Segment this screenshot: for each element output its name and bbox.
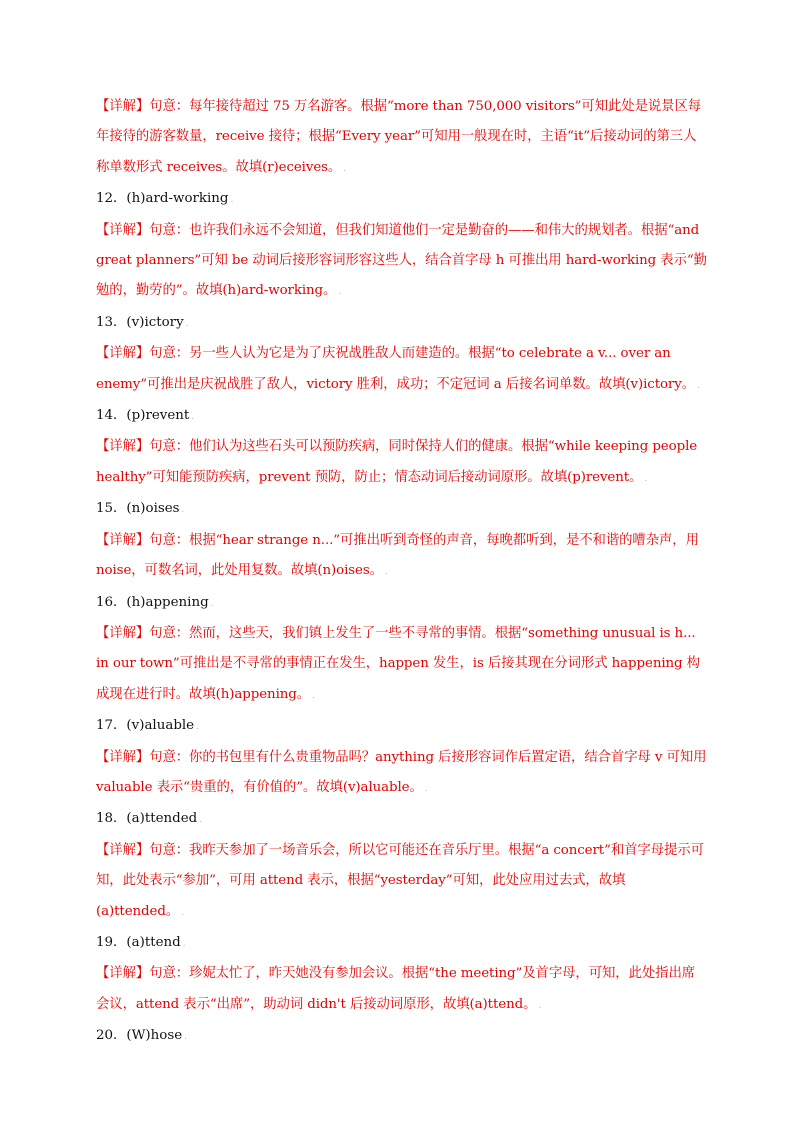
answer-line — [96, 184, 708, 215]
explanation-tag: 【详解】 — [96, 439, 150, 455]
answer-line — [96, 1021, 708, 1052]
paragraph-mark: . — [199, 815, 203, 826]
paragraph-mark: . — [384, 567, 388, 578]
explanation-paragraph — [96, 619, 708, 711]
explanation-tag: 【详解】 — [96, 222, 150, 238]
paragraph-mark: . — [230, 195, 234, 206]
answer-line — [96, 928, 708, 959]
answer-text: 12．(h)ard-working — [96, 191, 229, 207]
paragraph-mark: . — [210, 598, 214, 609]
answer-line — [96, 494, 708, 525]
explanation-text: 句意：我昨天参加了一场音乐会，所以它可能还在音乐厅里。根据“a concert”和首字母提示可知，此处表示“参加”，可用 attend 表示，根据“yesterday”可知，此处应用过去式，故填(a)ttended。 — [96, 842, 704, 919]
explanation-paragraph — [96, 743, 708, 805]
answer-text: 14．(p)revent — [96, 408, 190, 424]
paragraph-mark: . — [191, 412, 195, 423]
answer-text: 20．(W)hose — [96, 1028, 183, 1044]
answer-text: 17．(v)aluable — [96, 718, 195, 734]
paragraph-mark: . — [185, 318, 189, 329]
paragraph-mark: . — [181, 505, 185, 516]
paragraph-mark: . — [181, 907, 184, 918]
answer-text: 18．(a)ttended — [96, 811, 198, 827]
explanation-paragraph — [96, 432, 708, 494]
explanation-text: 句意：然而，这些天，我们镇上发生了一些不寻常的事情。根据“something unusual is h... in our town”可推出是不寻常的事情正在发生，happen 发生，is 后接其现在分词形式 happening 构成现在进行时。故填(h)appening。 — [96, 625, 700, 702]
paragraph-mark: . — [184, 1032, 187, 1043]
explanation-tag: 【详解】 — [96, 346, 150, 362]
explanation-paragraph — [96, 92, 708, 184]
answer-line — [96, 308, 708, 339]
answer-line — [96, 401, 708, 432]
explanation-tag: 【详解】 — [96, 749, 150, 765]
paragraph-mark: . — [644, 473, 648, 484]
explanation-tag: 【详解】 — [96, 842, 150, 858]
paragraph-mark: . — [424, 783, 428, 794]
answer-explanations — [96, 92, 708, 1053]
explanation-text: 句意：你的书包里有什么贵重物品吗？anything 后接形容词作后置定语，结合首字母 v 可知用 valuable 表示“贵重的，有价值的”。故填(v)aluable。 — [96, 749, 707, 795]
answer-text: 15．(n)oises — [96, 501, 180, 517]
paragraph-mark: . — [343, 163, 346, 174]
explanation-paragraph — [96, 339, 708, 401]
explanation-paragraph — [96, 959, 708, 1021]
paragraph-mark: . — [538, 1000, 542, 1011]
explanation-text: 句意：每年接待超过 75 万名游客。根据“more than 750,000 visitors”可知此处是说景区每年接待的游客数量，receive 接待；根据“Every year”可知用一般现在时，主语“it”后接动词的第三人称单数形式 receives。故填(r)eceives。 — [96, 99, 702, 175]
explanation-tag: 【详解】 — [96, 625, 150, 641]
explanation-text: 句意：珍妮太忙了，昨天她没有参加会议。根据“the meeting”及首字母，可知，此处指出席会议，attend 表示“出席”，助动词 didn't 后接动词原形，故填(a)ttend。 — [96, 966, 696, 1012]
answer-line — [96, 804, 708, 835]
explanation-paragraph — [96, 836, 708, 928]
paragraph-mark: . — [182, 938, 186, 949]
answer-text: 16．(h)appening — [96, 594, 209, 610]
paragraph-mark: . — [196, 722, 199, 733]
explanation-tag: 【详解】 — [96, 99, 150, 114]
explanation-text: 句意：另一些人认为它是为了庆祝战胜敌人而建造的。根据“to celebrate a v... over an enemy”可推出是庆祝战胜了敌人，victory 胜利，成功；不定冠词 a 后接名词单数。故填(v)ictory。 — [96, 346, 695, 392]
answer-text: 13．(v)ictory — [96, 314, 184, 330]
explanation-paragraph — [96, 526, 708, 588]
explanation-text: 句意：也许我们永远不会知道，但我们知道他们一定是勤奋的——和伟大的规划者。根据“and great planners”可知 be 动词后接形容词形容这些人，结合首字母 h 可推出用 hard-working 表示“勤勉的，勤劳的”。故填(h)ard-working。 — [96, 222, 707, 299]
paragraph-mark: . — [312, 690, 315, 701]
answer-text: 19．(a)ttend — [96, 934, 181, 950]
explanation-paragraph — [96, 216, 708, 308]
paragraph-mark: . — [338, 287, 342, 298]
answer-line — [96, 588, 708, 619]
explanation-tag: 【详解】 — [96, 532, 150, 548]
explanation-text: 句意：根据“hear strange n...”可推出听到奇怪的声音，每晚都听到，是不和谐的嘈杂声，用 noise，可数名词，此处用复数。故填(n)oises。 — [96, 532, 699, 579]
explanation-tag: 【详解】 — [96, 966, 150, 982]
explanation-text: 句意：他们认为这些石头可以预防疾病，同时保持人们的健康。根据“while keeping people healthy”可知能预防疾病，prevent 预防，防止；情态动词后接动词原形。故填(p)revent。 — [96, 439, 698, 485]
paragraph-mark: . — [697, 380, 700, 391]
answer-line — [96, 711, 708, 742]
